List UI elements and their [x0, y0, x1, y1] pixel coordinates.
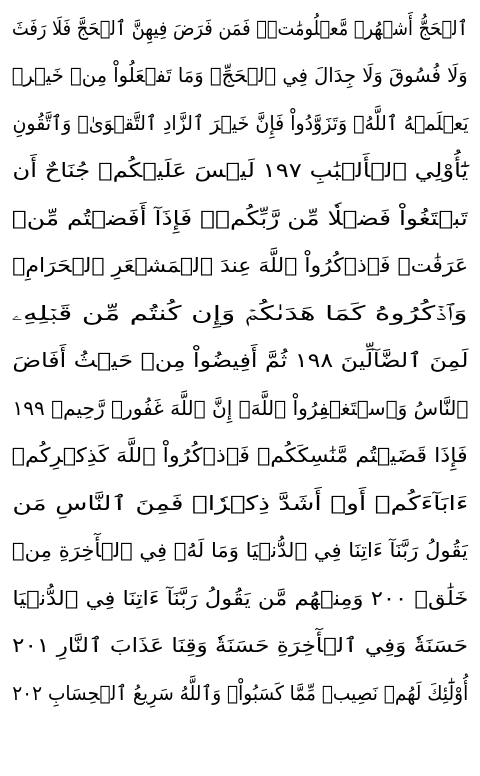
text-line-9	[10, 384, 470, 432]
text-line-7	[10, 289, 470, 337]
line-3-text: يَعۡلَمۡهُ ٱللَّهُۗ وَتَزَوَّدُواْ فَإِنَّ خَيۡرَ ٱلزَّادِ ٱلتَّقۡوَىٰۖ وَٱتَّقُونِ	[11, 110, 468, 135]
line-4-text: يَٰٓأُوْلِي ٱلۡأَلۡبَٰبِ ١٩٧ لَيۡسَ عَلَيۡكُمۡ جُنَاحٌ أَن	[12, 158, 468, 183]
line-2-text: وَلَا فُسُوقَ وَلَا جِدَالَ فِي ٱلۡحَجِّۗ وَمَا تَفۡعَلُواْ مِنۡ خَيۡرٖ	[11, 63, 468, 88]
line-6-text: عَرَفَٰتٖ فَٱذۡكُرُواْ ٱللَّهَ عِندَ ٱلۡمَشۡعَرِ ٱلۡحَرَامِۖ	[11, 253, 468, 278]
text-line-12	[10, 527, 470, 575]
text-line-1	[10, 4, 470, 52]
text-line-6	[10, 242, 470, 290]
text-line-15	[10, 669, 470, 717]
line-1-text: ٱلۡحَجُّ أَشۡهُرٞ مَّعۡلُومَٰتٞۚ فَمَن فَرَضَ فِيهِنَّ ٱلۡحَجَّ فَلَا رَفَثَ	[11, 15, 468, 40]
text-line-5	[10, 194, 470, 242]
text-line-11	[10, 479, 470, 527]
line-12-text: يَقُولُ رَبَّنَآ ءَاتِنَا فِي ٱلدُّنۡيَا وَمَا لَهُۥ فِي ٱلۡأٓخِرَةِ مِنۡ	[12, 538, 469, 563]
line-13-text: خَلَٰقٖ ٢٠٠ وَمِنۡهُم مَّن يَقُولُ رَبَّنَآ ءَاتِنَا فِي ٱلدُّنۡيَا	[12, 585, 469, 610]
line-14-text: حَسَنَةٗ وَفِي ٱلۡأٓخِرَةِ حَسَنَةٗ وَقِنَا عَذَابَ ٱلنَّارِ ٢٠١	[12, 633, 469, 658]
line-15-text: أُوْلَٰٓئِكَ لَهُمۡ نَصِيبٞ مِّمَّا كَسَبُواْۚ وَٱللَّهُ سَرِيعُ ٱلۡحِسَابِ ٢٠٢	[12, 680, 469, 705]
text-line-14	[10, 622, 470, 670]
text-line-4	[10, 147, 470, 195]
line-9-text: ٱلنَّاسُ وَٱسۡتَغۡفِرُواْ ٱللَّهَۚ إِنَّ ٱللَّهَ غَفُورٞ رَّحِيمٞ ١٩٩	[12, 395, 469, 420]
text-line-2	[10, 52, 470, 100]
text-line-3	[10, 99, 470, 147]
line-10-text: فَإِذَا قَضَيۡتُم مَّنَٰسِكَكُمۡ فَٱذۡكُرُواْ ٱللَّهَ كَذِكۡرِكُمۡ	[12, 443, 468, 468]
line-8-text: لَمِنَ ٱلضَّآلِّينَ ١٩٨ ثُمَّ أَفِيضُواْ مِنۡ حَيۡثُ أَفَاضَ	[12, 348, 469, 373]
line-5-text: تَبۡتَغُواْ فَضۡلٗا مِّن رَّبِّكُمۡۚ فَإِذَآ أَفَضۡتُم مِّنۡ	[12, 205, 469, 230]
line-11-text: ءَابَآءَكُمۡ أَوۡ أَشَدَّ ذِكۡرٗاۗ فَمِنَ ٱلنَّاسِ مَن	[12, 490, 469, 515]
text-line-8	[10, 337, 470, 385]
text-line-10	[10, 432, 470, 480]
text-line-13	[10, 574, 470, 622]
line-7-text: وَٱذۡكُرُوهُ كَمَا هَدَىٰكُمۡ وَإِن كُنتُم مِّن قَبۡلِهِۦ	[12, 300, 469, 325]
